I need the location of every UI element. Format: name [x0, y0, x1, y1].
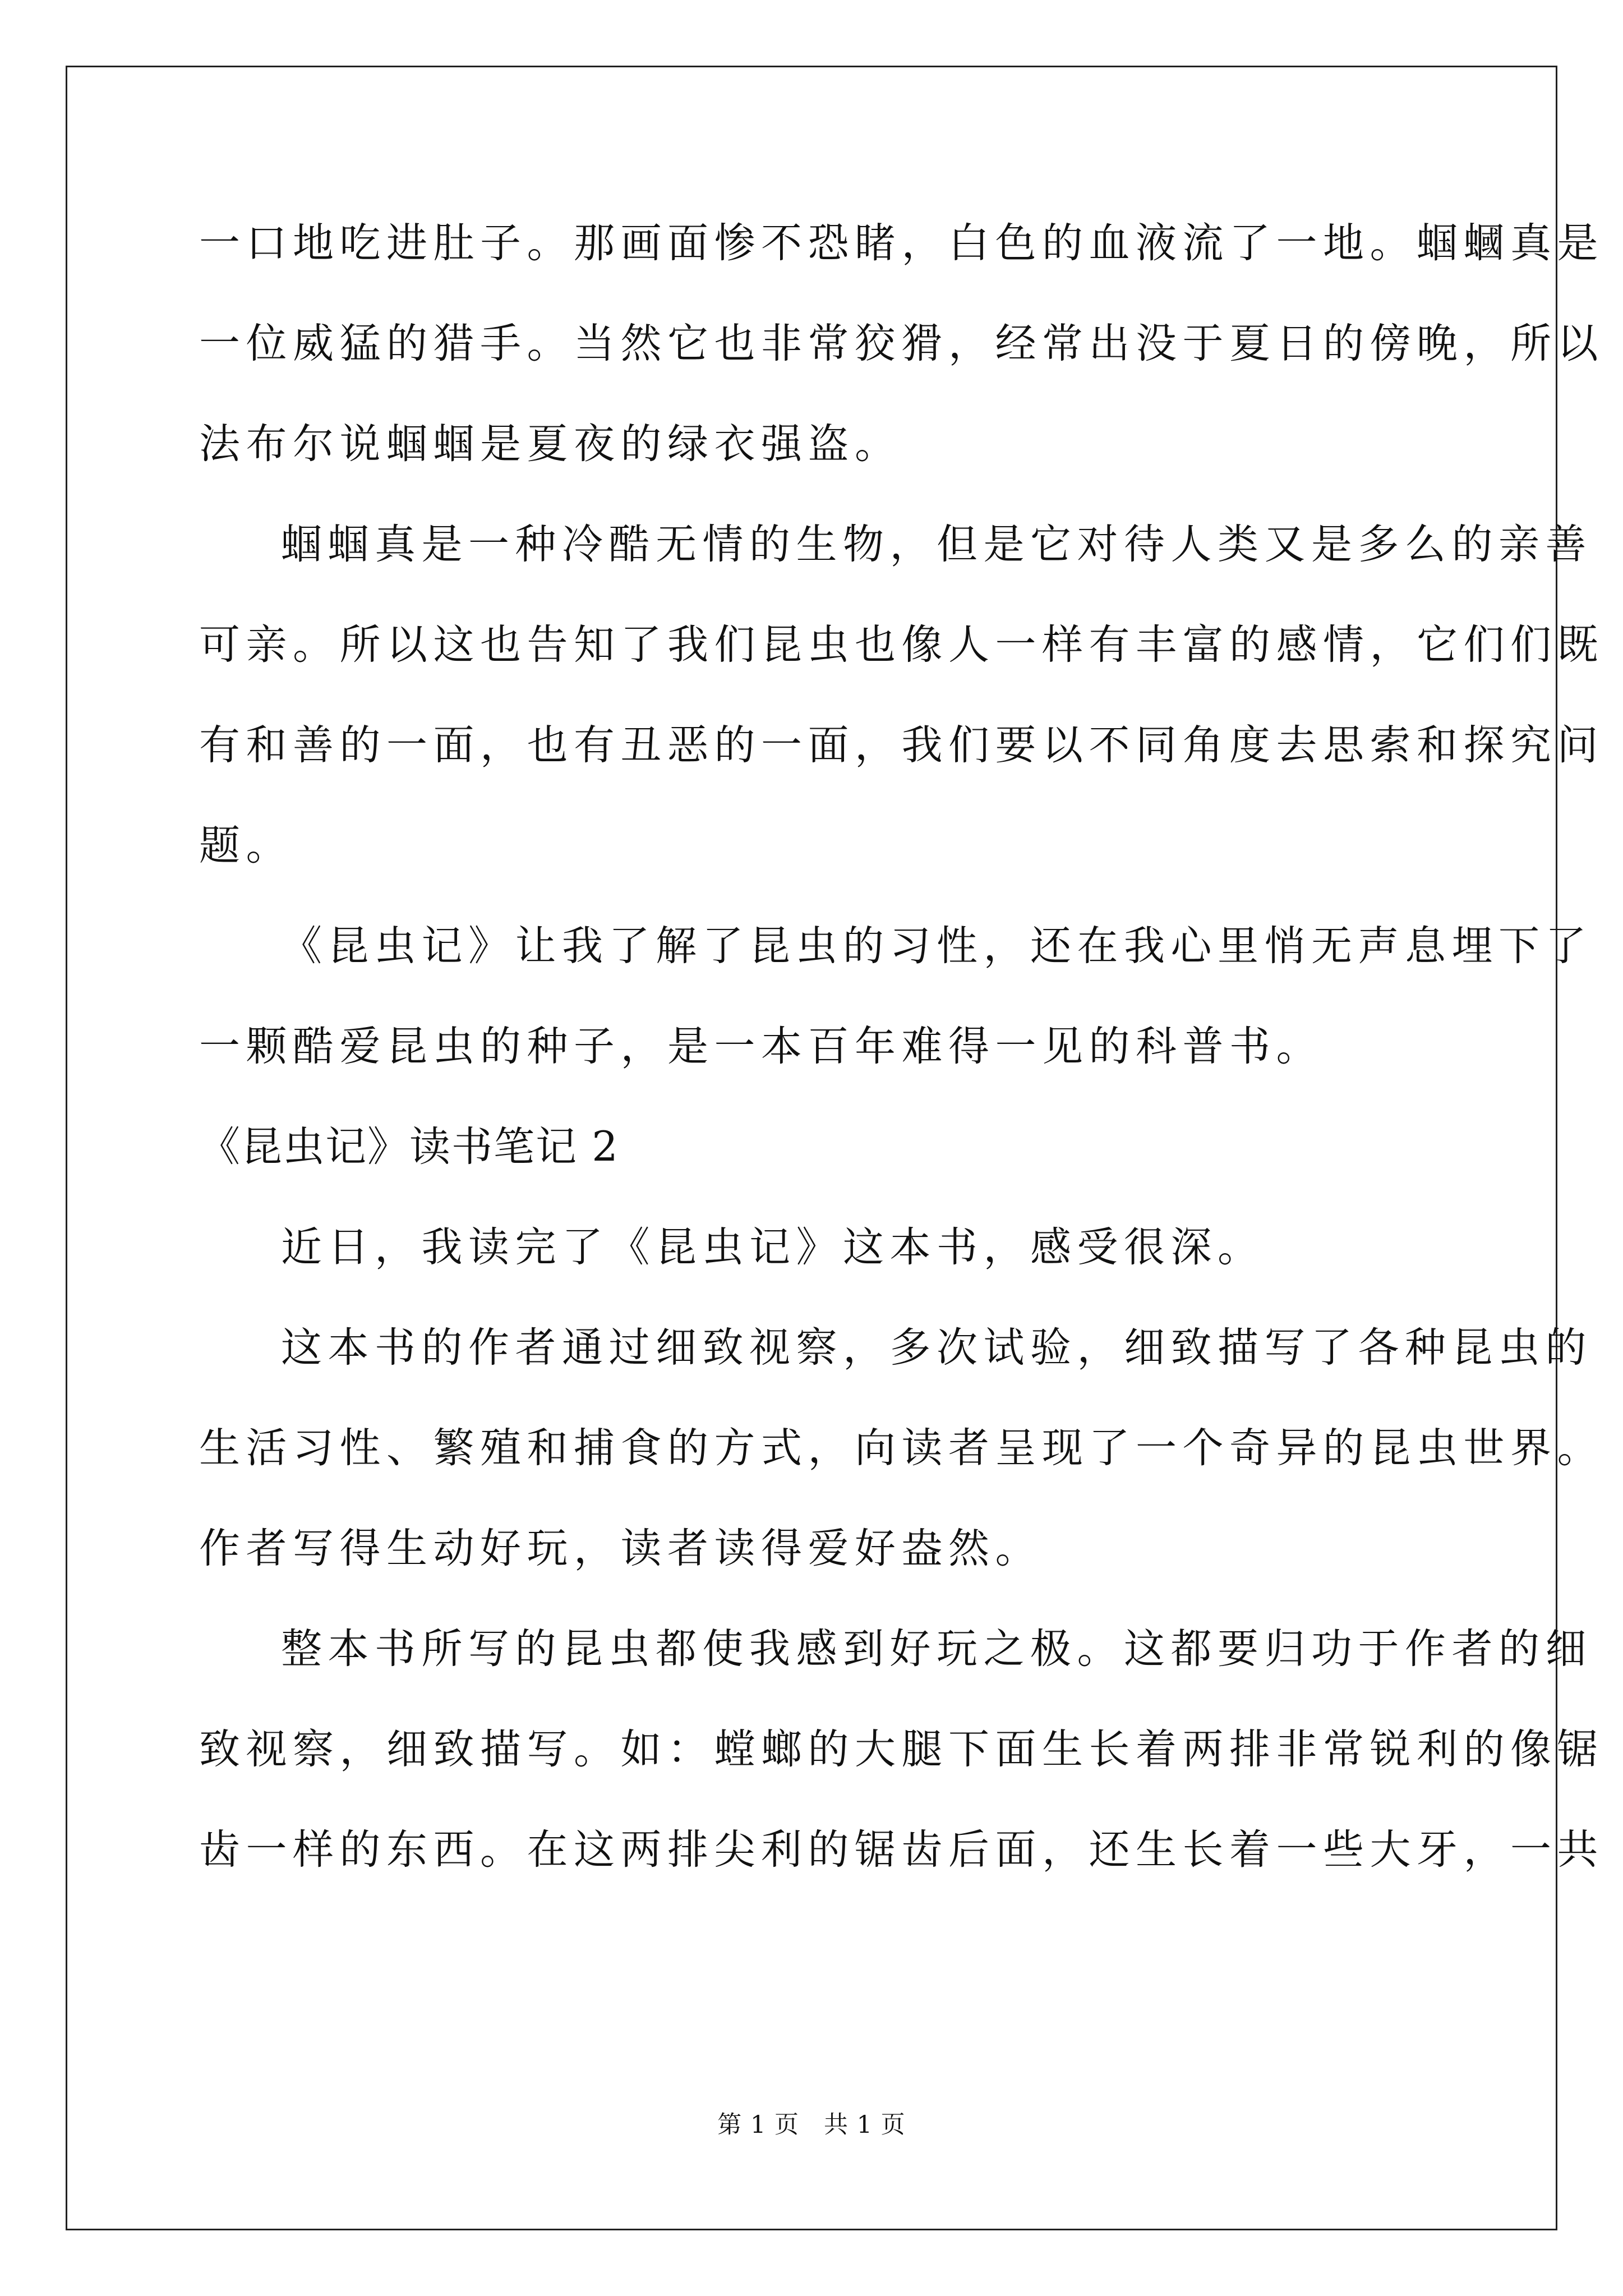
text-line: 齿一样的东西。在这两排尖利的锯齿后面，还生长着一些大牙，一共 [199, 1826, 1604, 1874]
text-line: 生活习性、繁殖和捕食的方式，向读者呈现了一个奇异的昆虫世界。 [199, 1424, 1604, 1472]
section-heading: 《昆虫记》读书笔记 2 [199, 1123, 619, 1171]
document-body [199, 219, 1604, 1875]
text-line: 题。 [199, 822, 293, 869]
text-line: 《昆虫记》让我了解了昆虫的习性，还在我心里悄无声息埋下了 [281, 922, 1592, 970]
text-line: 有和善的一面，也有丑恶的一面，我们要以不同角度去思索和探究问 [199, 721, 1604, 769]
text-line: 可亲。所以这也告知了我们昆虫也像人一样有丰富的感情，它们们既 [199, 621, 1604, 669]
text-line: 蝈蝈真是一种冷酷无情的生物，但是它对待人类又是多么的亲善 [281, 521, 1592, 568]
page-footer: 第 1 页 共 1 页 [717, 2111, 906, 2139]
text-line: 作者写得生动好玩，读者读得爱好盎然。 [199, 1525, 1042, 1572]
text-line: 整本书所写的昆虫都使我感到好玩之极。这都要归功于作者的细 [281, 1625, 1592, 1673]
text-line: 致视察，细致描写。如：螳螂的大腿下面生长着两排非常锐利的像锯 [199, 1726, 1604, 1773]
text-line: 一颗酷爱昆虫的种子，是一本百年难得一见的科普书。 [199, 1023, 1323, 1070]
text-line: 一口地吃进肚子。那画面惨不恐睹，白色的血液流了一地。蝈蟈真是 [199, 219, 1604, 267]
text-line: 一位威猛的猎手。当然它也非常狡猾，经常出没于夏日的傍晚，所以 [199, 320, 1604, 367]
text-line: 近日，我读完了《昆虫记》这本书，感受很深。 [281, 1223, 1265, 1271]
text-line: 法布尔说蝈蝈是夏夜的绿衣强盗。 [199, 420, 902, 468]
text-line: 这本书的作者通过细致视察，多次试验，细致描写了各种昆虫的 [281, 1324, 1592, 1372]
